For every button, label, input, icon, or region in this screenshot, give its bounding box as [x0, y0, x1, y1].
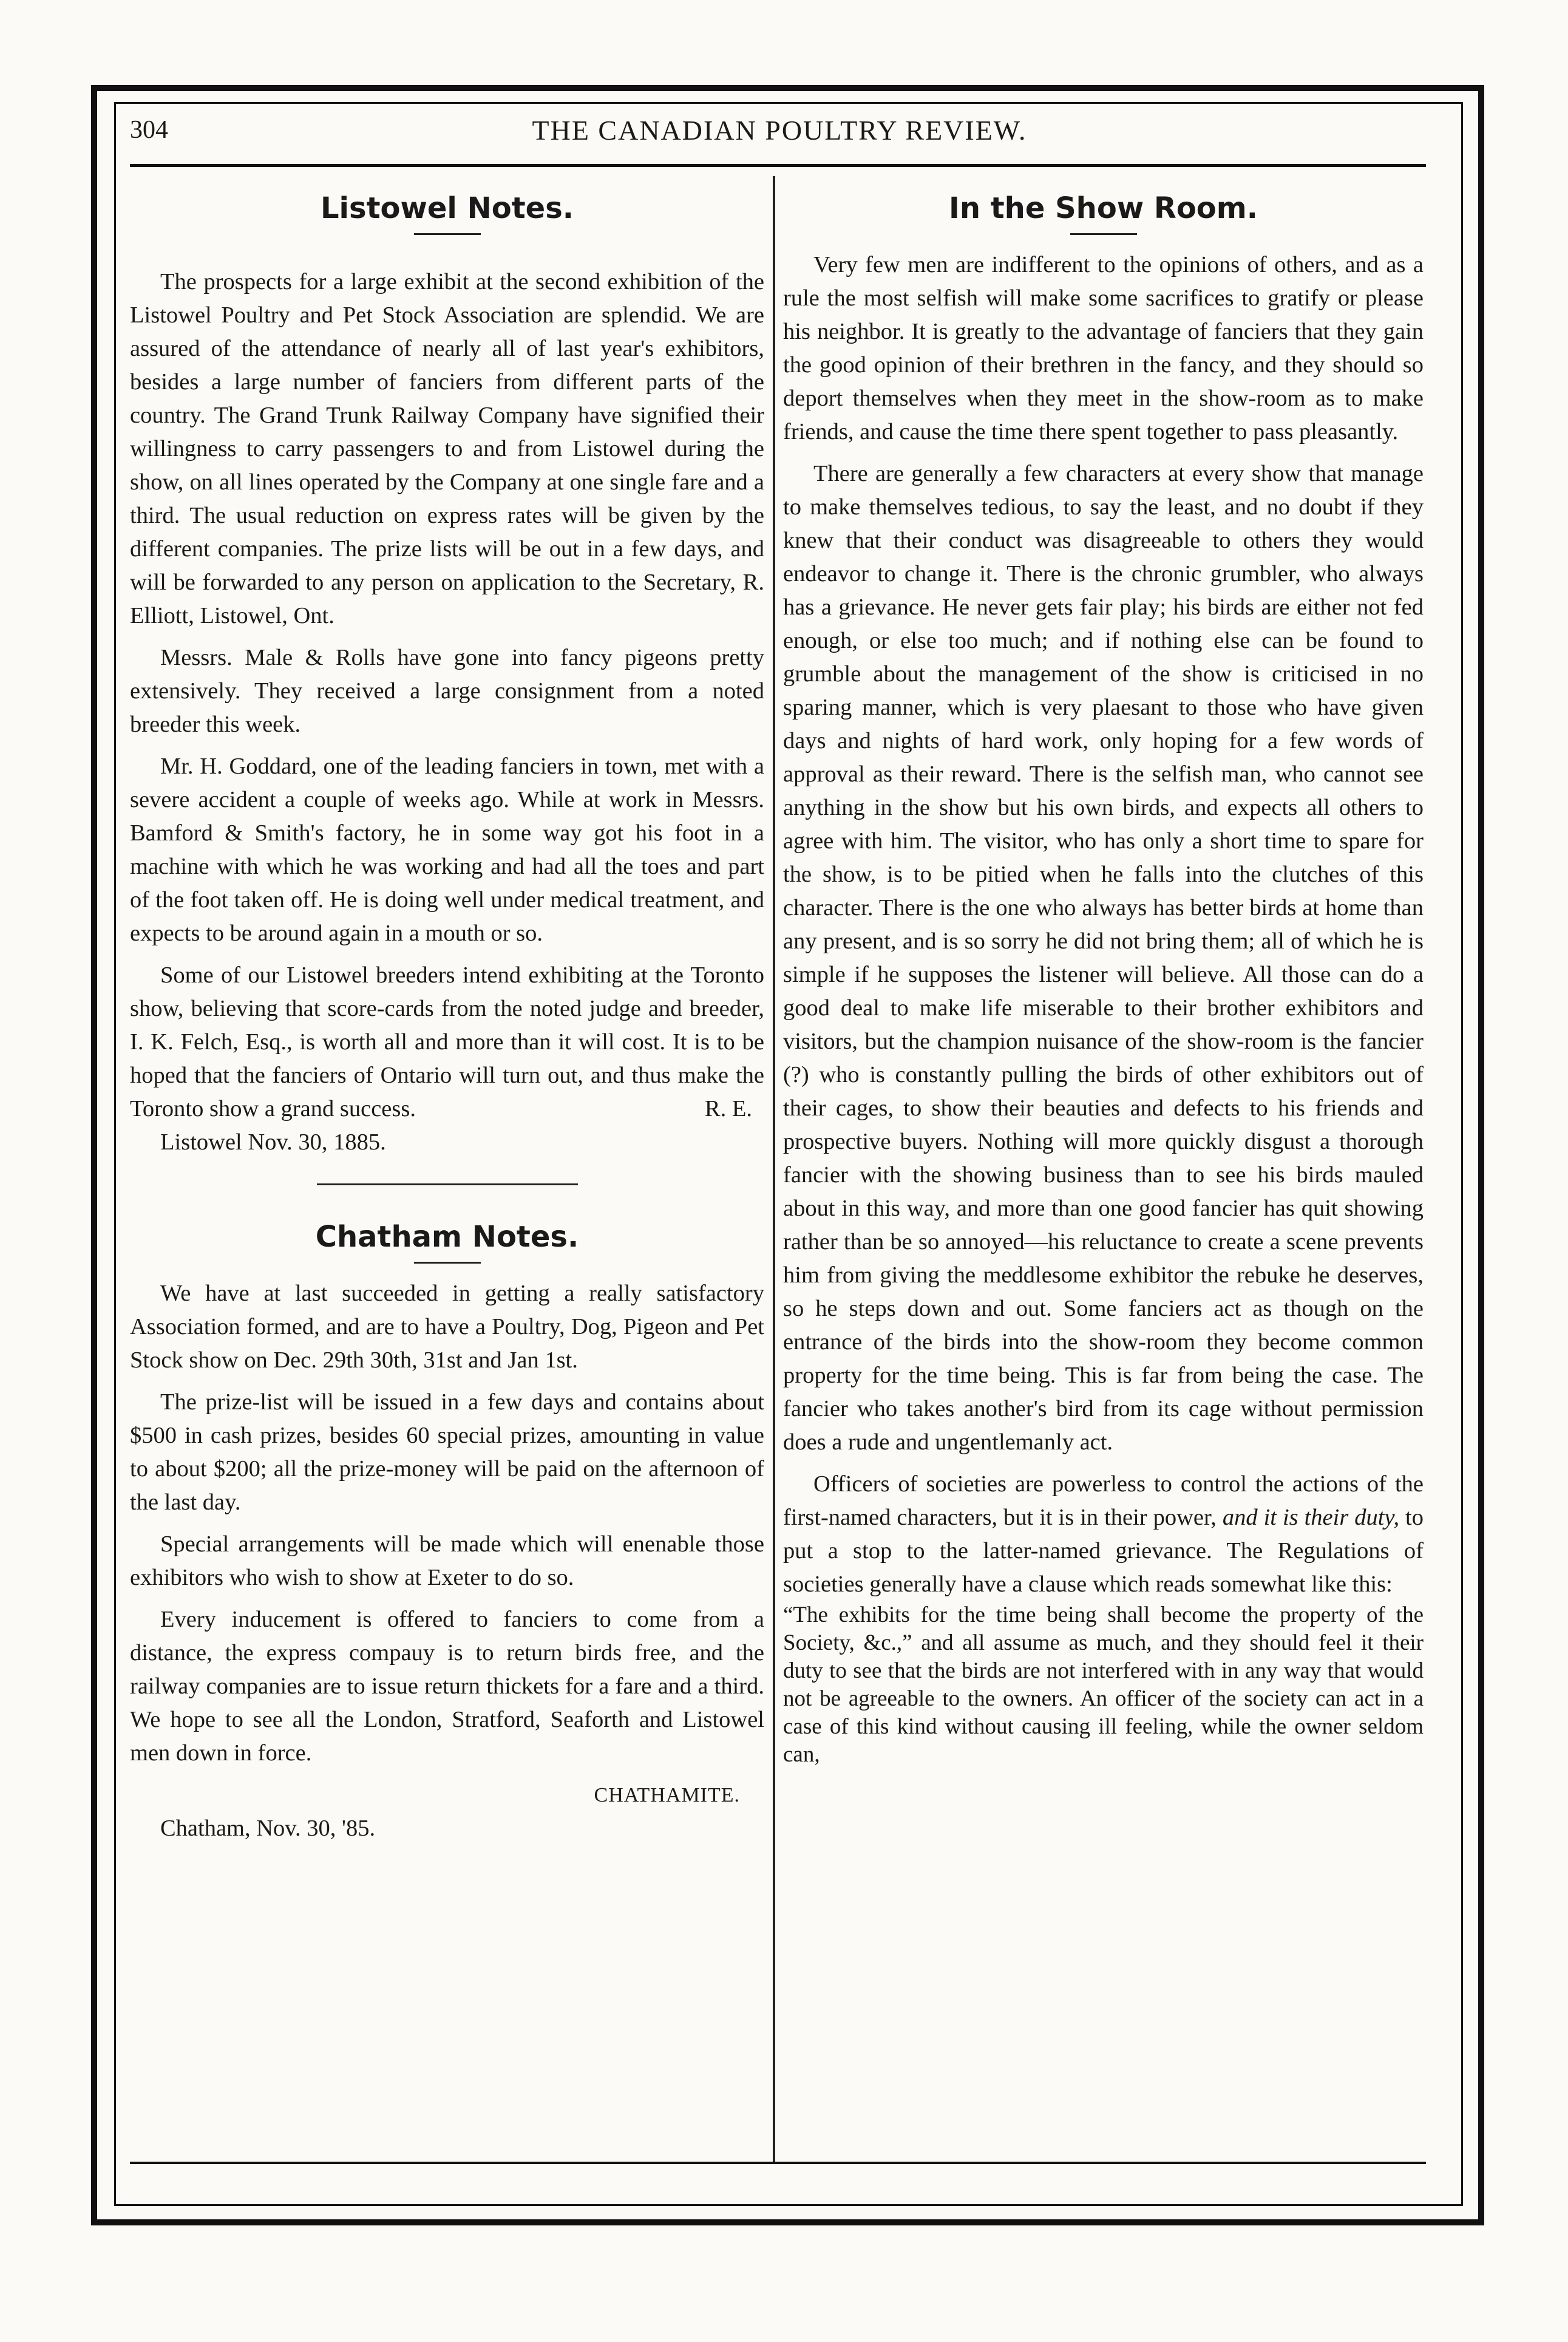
showroom-text: to put a stop to the latter-named grievance. The Regulations of societies generally have a clause which reads somewhat like this:: [783, 1505, 1424, 1597]
chatham-paragraph: Special arrangements will be made which will enenable those exhibitors who wish to show at Exeter to do so.: [130, 1531, 764, 1590]
listowel-signature: R. E.: [704, 1096, 752, 1122]
chatham-dateline: Chatham, Nov. 30, '85.: [160, 1816, 376, 1841]
listowel-dateline: Listowel Nov. 30, 1885.: [160, 1129, 386, 1155]
listowel-paragraph-text: Some of our Listowel breeders intend exhibiting at the Toronto show, believing that score-cards from the noted judge and breeder, I. K. Felch, Esq., is worth all and more than it will cost. It is to be hoped that the fanciers of Ontario will turn out, and thus make the Toronto show a grand success.: [130, 962, 764, 1122]
header-rule: [130, 164, 1426, 167]
showroom-text: Officers of societies are powerless to control the actions of the first-named characters, but it is in their power,: [783, 1471, 1424, 1530]
showroom-paragraph: [783, 1468, 1424, 1601]
listowel-paragraph: The prospects for a large exhibit at the second exhibition of the Listowel Poultry and Pet Stock Association are splendid. We are assured of the attendance of nearly all of last year's exhibitors, besides a large number of fanciers from different parts of the country. The Grand Trunk Railway Company have signified their willingness to carry passengers to and from Listowel during the show, on all lines operated by the Company at one single fare and a third. The usual reduction on express rates will be given by the different companies. The prize lists will be out in a few days, and will be forwarded to any person on application to the Secretary, R. Elliott, Listowel, Ont.: [130, 269, 764, 628]
title-rule: [414, 1262, 481, 1264]
title-rule: [1070, 233, 1137, 235]
showroom-emphasis: and it is their duty,: [1222, 1505, 1400, 1530]
page-number: 304: [130, 116, 168, 144]
chatham-title: Chatham Notes.: [315, 1220, 579, 1254]
left-column: [130, 182, 764, 1854]
chatham-paragraph: We have at last succeeded in getting a really satisfactory Association formed, and are to have a Poultry, Dog, Pigeon and Pet Stock show on Dec. 29th 30th, 31st and Jan 1st.: [130, 1281, 764, 1373]
listowel-paragraph: [130, 959, 764, 1126]
showroom-paragraph: Very few men are indifferent to the opinions of others, and as a rule the most selfish will make some sacrifices to gratify or please his neighbor. It is greatly to the advantage of fanciers that they gain the good opinion of their brethren in the fancy, and they should so deport themselves when they meet in the show-room as to make friends, and cause the time there spent together to pass pleasantly.: [783, 252, 1424, 444]
showroom-title: In the Show Room.: [948, 191, 1258, 225]
chatham-paragraph: Every inducement is offered to fanciers to come from a distance, the express compauy is to return birds free, and the railway companies are to issue return thickets for a fare and a third. We hope to see all the London, Stratford, Seaforth and Listowel men down in force.: [130, 1607, 764, 1766]
bottom-rule: [130, 2162, 1426, 2164]
showroom-quoted-text: “The exhibits for the time being shall become the property of the Society, &c.,” and all assume as much, and they should feel it their duty to see that the birds are not interfered with in any way that would not be agreeable to the owners. An officer of the society can act in a case of this kind without causing ill feeling, while the owner seldom can,: [783, 1602, 1424, 1767]
title-rule: [414, 233, 481, 235]
showroom-paragraph: There are generally a few characters at every show that manage to make themselves tedious, to say the least, and no doubt if they knew that their conduct was disagreeable to others they would endeavor to change it. There is the chronic grumbler, who always has a grievance. He never gets fair play; his birds are either not fed enough, or else too much; and if nothing else can be found to grumble about the management of the show is criticised in no sparing manner, which is very plaesant to those who have given days and nights of hard work, only hoping for a few words of approval as their reward. There is the selfish man, who cannot see anything in the show but his own birds, and expects all others to agree with him. The visitor, who has only a short time to spare for the show, is to be pitied when he falls into the clutches of this character. There is the one who always has better birds at home than any present, and is so sorry he did not bring them; all of which he is simple if he supposes the listener will believe. All those can do a good deal to make life miserable to their brother exhibitors and visitors, but the champion nuisance of the show-room is the fancier (?) who is constantly pulling the birds of other exhibitors out of their cages, to show their beauties and defects to his friends and prospective buyers. Nothing will more quickly disgust a thorough fancier with the showing business than to see his birds mauled about in this way, and more than one good fancier has quit showing rather than be so annoyed—his reluctance to create a scene prevents him from giving the meddlesome exhibitor the rebuke he deserves, so he steps down and out. Some fanciers act as though on the entrance of the birds into the show-room they become common property for the time being. This is far from being the case. The fancier who takes another's bird from its cage without permission does a rude and ungentlemanly act.: [783, 461, 1424, 1455]
page-header: [130, 109, 1429, 158]
journal-title: THE CANADIAN POULTRY REVIEW.: [532, 115, 1027, 146]
chatham-signature: CHATHAMITE.: [594, 1784, 740, 1806]
chatham-paragraph: The prize-list will be issued in a few days and contains about $500 in cash prizes, besides 60 special prizes, amounting in value to about $200; all the prize-money will be paid on the afternoon of the last day.: [130, 1389, 764, 1515]
right-column: [783, 182, 1424, 1777]
listowel-title: Listowel Notes.: [320, 191, 574, 225]
listowel-paragraph: Messrs. Male & Rolls have gone into fancy pigeons pretty extensively. They received a large consignment from a noted breeder this week.: [130, 645, 764, 737]
column-divider: [773, 176, 775, 2162]
section-rule: [317, 1183, 578, 1185]
listowel-paragraph: Mr. H. Goddard, one of the leading fanciers in town, met with a severe accident a couple of weeks ago. While at work in Messrs. Bamford & Smith's factory, he in some way got his foot in a machine with which he was working and had all the toes and part of the foot taken off. He is doing well under medical treatment, and expects to be around again in a mouth or so.: [130, 754, 764, 946]
